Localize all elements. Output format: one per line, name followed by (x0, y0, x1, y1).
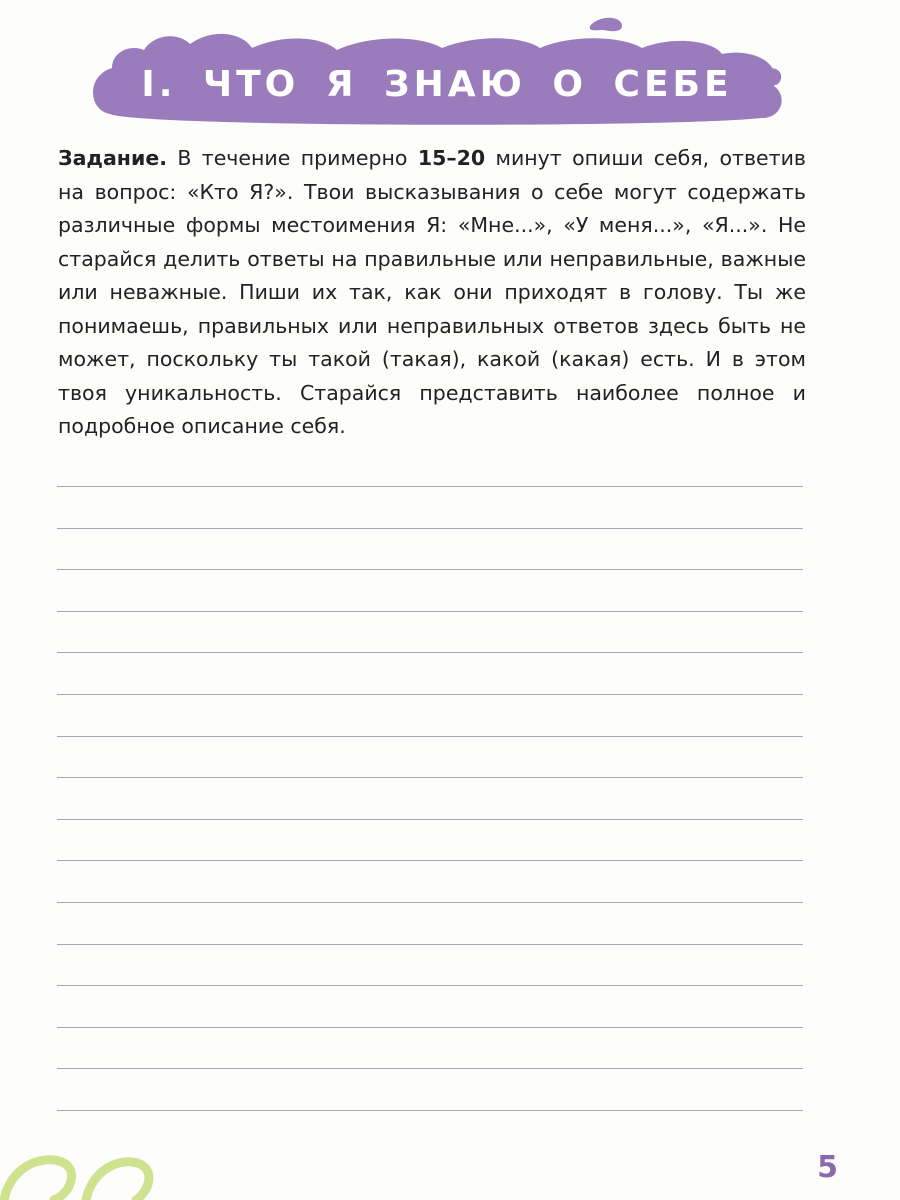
task-text-part-1: В течение примерно (177, 146, 408, 170)
writing-line[interactable] (57, 902, 803, 903)
writing-line[interactable] (57, 569, 803, 570)
writing-line[interactable] (57, 736, 803, 737)
writing-line[interactable] (57, 1027, 803, 1028)
writing-line[interactable] (57, 985, 803, 986)
writing-line[interactable] (57, 1068, 803, 1069)
writing-line[interactable] (57, 611, 803, 612)
page-number: 5 (817, 1150, 838, 1185)
writing-line[interactable] (57, 652, 803, 653)
writing-line[interactable] (57, 694, 803, 695)
writing-line[interactable] (57, 486, 803, 487)
task-text-part-2: минут опиши себя, ответив на вопрос: «Кто Я?». Твои высказывания о себе могут содержать различные формы местоимения Я: «Мне...», «У меня...», «Я...». Не старайся делить ответы на правильные или неправильные, важные или неважные. Пиши их так, как они приходят в голову. Ты же понимаешь, правильных или неправильных ответов здесь быть не может, поскольку ты такой (такая), какой (какая) есть. И в этом твоя уникальность. Старайся представить наиболее полное и подробное описание себя. (58, 146, 806, 438)
writing-line[interactable] (57, 819, 803, 820)
section-title: I. ЧТО Я ЗНАЮ О СЕБЕ (141, 64, 733, 105)
writing-line[interactable] (57, 944, 803, 945)
task-instructions (58, 142, 806, 444)
task-label: Задание. (58, 146, 168, 170)
writing-line[interactable] (57, 1110, 803, 1111)
task-duration: 15–20 (417, 146, 486, 170)
corner-decoration-icon (0, 1148, 160, 1200)
section-banner (82, 6, 792, 146)
writing-line[interactable] (57, 528, 803, 529)
writing-line[interactable] (57, 860, 803, 861)
writing-line[interactable] (57, 777, 803, 778)
